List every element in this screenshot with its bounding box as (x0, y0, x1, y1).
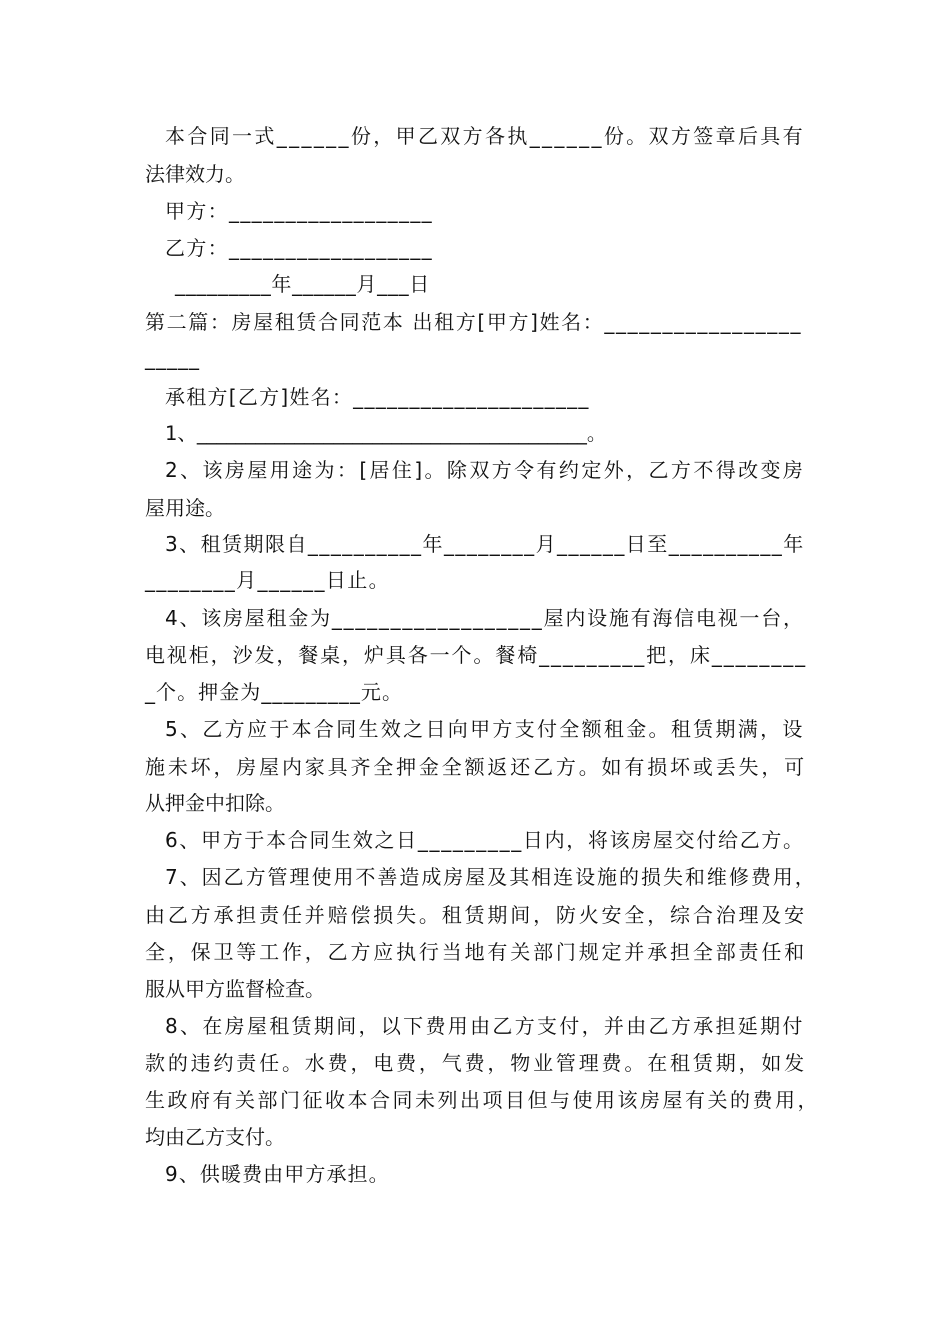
text-line: 乙方：__________________ (165, 236, 433, 260)
text-line: 7、因乙方管理使用不善造成房屋及其相连设施的损失和维修费用， (165, 865, 817, 889)
text-line: _____ (145, 346, 200, 370)
text-line: _________年______月___日 (175, 272, 430, 296)
text-line: 屋用途。 (145, 496, 225, 520)
text-line: ________月______日止。 (145, 568, 390, 592)
text-line: 生政府有关部门征收本合同未列出项目但与使用该房屋有关的费用， (145, 1088, 820, 1112)
text-line: 本合同一式______份，甲乙双方各执______份。双方签章后具有 (165, 124, 805, 148)
text-line: 施未坏，房屋内家具齐全押金全额返还乙方。如有损坏或丢失，可 (145, 755, 807, 779)
text-line: 6、甲方于本合同生效之日_________日内，将该房屋交付给乙方。 (165, 828, 805, 852)
text-line: 3、租赁期限自__________年________月______日至__________年 (165, 532, 805, 556)
text-line: 第二篇：房屋租赁合同范本 出租方[甲方]姓名：_________________ (145, 310, 803, 334)
text-line: 甲方：__________________ (165, 199, 433, 223)
text-line: 法律效力。 (145, 162, 245, 186)
text-line: 服从甲方监督检查。 (145, 977, 325, 1001)
text-line: 8、在房屋租赁期间，以下费用由乙方支付，并由乙方承担延期付 (165, 1014, 805, 1038)
text-line: 款的违约责任。水费，电费，气费，物业管理费。在租赁期，如发 (145, 1051, 807, 1075)
text-line: 从押金中扣除。 (145, 791, 285, 815)
text-line: 4、该房屋租金为__________________屋内设施有海信电视一台， (165, 606, 805, 630)
text-line: 2、该房屋用途为：[居住]。除双方令有约定外，乙方不得改变房 (165, 458, 806, 482)
text-line: 1、________________________________________。 (165, 422, 607, 445)
text-line: _个。押金为_________元。 (145, 680, 403, 704)
text-line: 电视柜，沙发，餐桌，炉具各一个。餐椅_________把，床________ (145, 643, 807, 667)
text-line: 由乙方承担责任并赔偿损失。租赁期间，防火安全，综合治理及安 (145, 903, 807, 927)
text-line: 9、供暖费由甲方承担。 (165, 1162, 390, 1186)
text-line: 全，保卫等工作，乙方应执行当地有关部门规定并承担全部责任和 (145, 940, 807, 964)
text-line: 5、乙方应于本合同生效之日向甲方支付全额租金。租赁期满，设 (165, 717, 805, 741)
text-line: 均由乙方支付。 (145, 1125, 285, 1149)
text-line: 承租方[乙方]姓名：_____________________ (165, 385, 590, 409)
